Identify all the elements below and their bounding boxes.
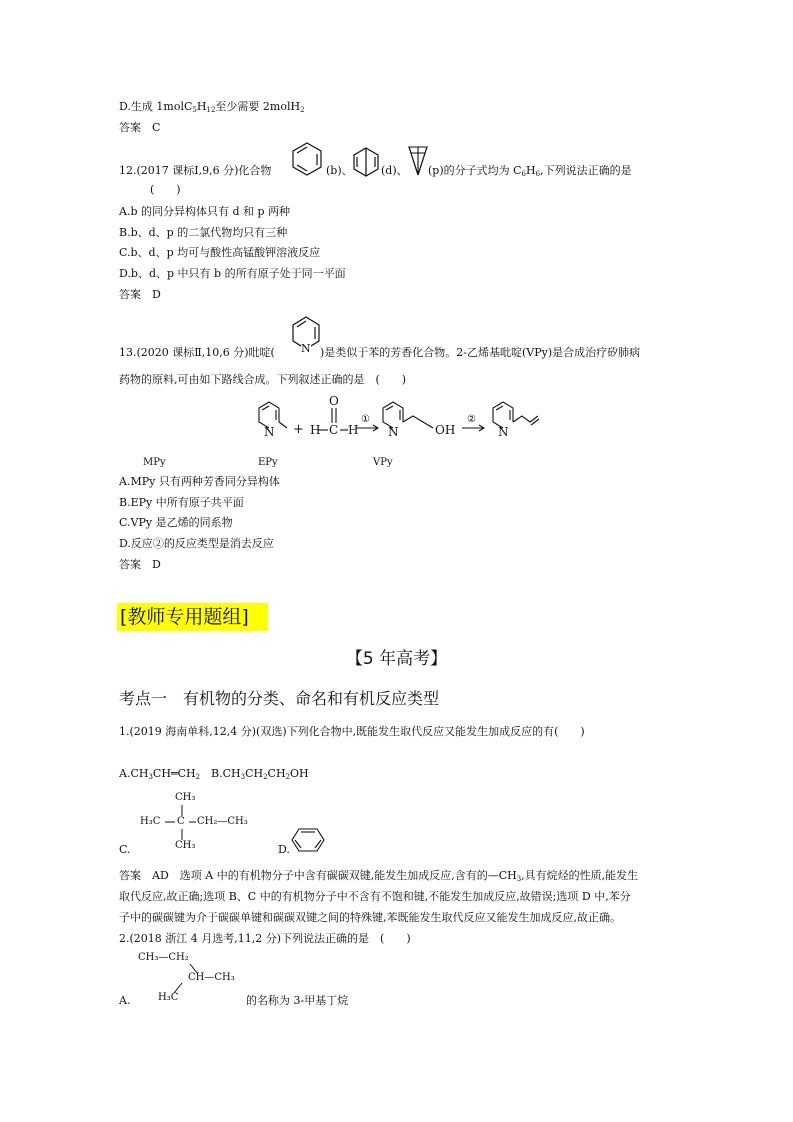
epy-n: N [388,425,399,439]
q2-structure-a [136,950,256,1008]
struct-c-right: CH₂—CH₃ [197,816,248,827]
q12-label-d: (d)、 [381,164,408,177]
q13-stem-line2: 药物的原料,可由如下路线合成。下列叙述正确的是 ( ) [119,373,407,386]
dewar-benzene-structure-d [352,146,380,178]
q1-answer-line2: 取代反应,故正确;选项 B、C 中的有机物分子中不含有不饱和键,不能发生加成反应,故错误;选项 D 中,苯分 [119,890,631,903]
q13-option-d: D.反应②的反应类型是消去反应 [119,537,274,550]
struct-c-center: C [177,816,185,827]
q1-stem: 1.(2019 海南单科,12,4 分)(双选)下列化合物中,既能发生取代反应又能发生加成反应的有( ) [119,725,585,738]
teacher-section-banner: [教师专用题组] [117,603,268,631]
topic-heading: 考点一 有机物的分类、命名和有机反应类型 [119,689,440,708]
q13-option-c: C.VPy 是乙烯的同系物 [119,516,233,529]
hcho-o: O [329,394,339,408]
q12-option-b: B.b、d、p 的二氯代物均只有三种 [119,226,288,239]
pyridine-structure [290,313,322,361]
q12-option-c: C.b、d、p 均可与酸性高锰酸钾溶液反应 [119,246,321,259]
q12-paren: ( ) [150,183,181,196]
q1-option-b: $B.CH_3CH_2CH_2OH$ [211,767,309,781]
q1-option-d-label: D. [278,843,290,856]
q13-option-a: A.MPy 只有两种芳香同分异构体 [119,475,280,488]
section-title: 【5 年高考】 [345,649,448,669]
q13-option-b: B.EPy 中所有原子共平面 [119,496,244,509]
q12-option-d: D.b、d、p 中只有 b 的所有原子处于同一平面 [119,267,346,280]
q13-reaction-scheme [250,392,560,444]
struct-c-top: CH₃ [175,792,196,803]
q13-answer: 答案 D [119,558,161,571]
q2-struct-top: CH₃—CH₂ [138,952,189,963]
q12-stem-post: (p)的分子式均为 $C_6H_6$,下列说法正确的是 [428,164,632,178]
q11-answer: 答案 C [119,121,161,134]
struct-c-left: H₃C [140,816,161,827]
pyridine-n: N [301,342,311,355]
q12-option-a: A.b 的同分异构体只有 d 和 p 两种 [119,205,291,218]
q12-answer: 答案 D [119,288,161,301]
q1-structure-c [138,790,258,854]
hcho-c: C [329,423,339,437]
label-mpy: MPy [143,457,166,468]
q11-option-d: D.生成 $1molC_5H_{12}$至少需要 2molH$_2$ [119,100,305,114]
label-vpy: VPy [373,457,393,468]
hcho-h1: H [310,423,321,437]
label-epy: EPy [258,457,278,468]
vpy-n: N [498,425,509,439]
q2-option-a-label: A. [119,994,131,1007]
struct-c-bottom: CH₃ [175,840,196,851]
q1-answer-line3: 子中的碳碳键为介于碳碳单键和碳碳双键之间的特殊键,苯既能发生取代反应又能发生加成反应,故正确。 [119,911,621,924]
step-2-label: ② [467,414,476,425]
q13-stem-post: )是类似于苯的芳香化合物。2-乙烯基吡啶(VPy)是合成治疗矽肺病 [320,346,641,359]
benzene-structure-d [290,826,326,854]
q2-stem: 2.(2018 浙江 4 月选考,11,2 分)下列说法正确的是 ( ) [119,932,411,945]
mpy-n: N [264,425,275,439]
q2-struct-h3c: H₃C [158,992,179,1003]
q13-stem-pre: 13.(2020 课标Ⅱ,10,6 分)吡啶( [119,346,275,359]
q12-stem-pre: 12.(2017 课标Ⅰ,9,6 分)化合物 [119,164,272,177]
prismane-structure-p [406,142,430,178]
q1-answer-line1: 答案 AD 选项 A 中的有机物分子中含有碳碳双键,能发生加成反应,含有的$—CH_3$,具有烷烃的性质,能发生 [119,869,639,883]
q12-label-b: (b)、 [326,164,353,177]
q2-struct-ch: CH—CH₃ [188,972,235,983]
benzene-structure-b [290,140,324,178]
step-1-label: ① [361,414,370,425]
q2-option-a-text: 的名称为 3-甲基丁烷 [246,994,349,1007]
hcho-h2: H [348,423,359,437]
q1-option-c-label: C. [119,843,131,856]
q1-option-a: $A.CH_3CH═CH_2$ [119,767,201,781]
plus-sign: + [293,422,304,437]
epy-oh: OH [435,423,456,437]
